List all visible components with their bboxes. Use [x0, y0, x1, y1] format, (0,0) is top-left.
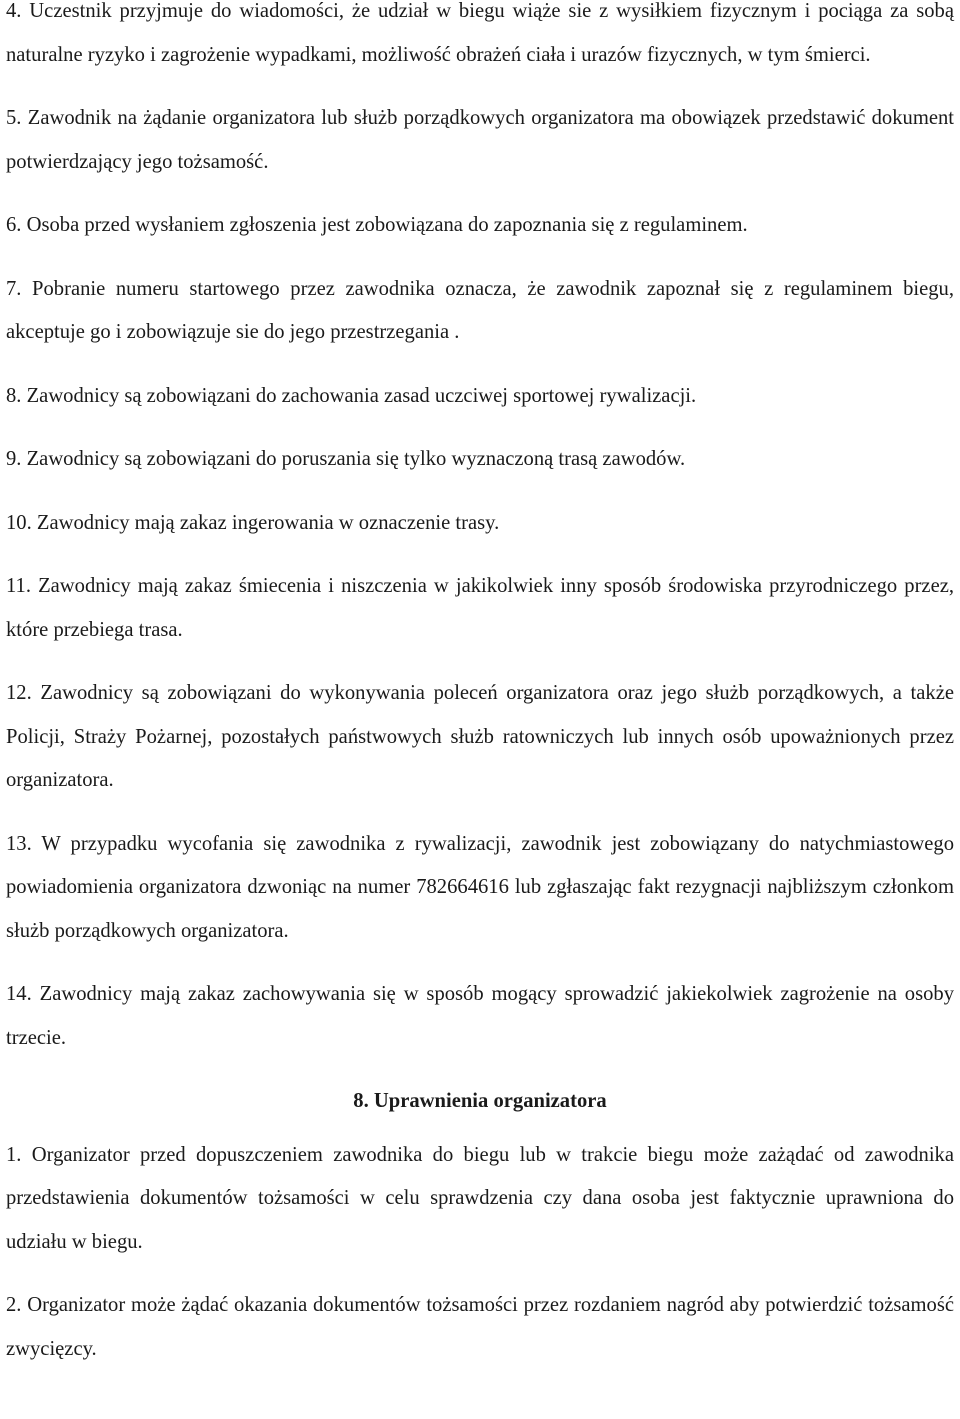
paragraph-7: 7. Pobranie numeru startowego przez zawodnika oznacza, że zawodnik zapoznał się z regulaminem biegu, akceptuje go i zobowiązuje sie do jego przestrzegania . — [6, 277, 954, 343]
paragraph-8: 8. Zawodnicy są zobowiązani do zachowania zasad uczciwej sportowej rywalizacji. — [6, 384, 697, 407]
paragraph-4: 4. Uczestnik przyjmuje do wiadomości, że udział w biegu wiąże sie z wysiłkiem fizycznym i pociąga za sobą naturalne ryzyko i zagrożenie wypadkami, możliwość obrażeń ciała i urazów fizycznych, w tym śmierci. — [6, 0, 954, 66]
paragraph-12: 12. Zawodnicy są zobowiązani do wykonywania poleceń organizatora oraz jego służb porządkowych, a także Policji, Straży Pożarnej, pozostałych państwowych służb ratowniczych lub innych osób upoważnionych przez organizatora. — [6, 682, 954, 791]
paragraph-5: 5. Zawodnik na żądanie organizatora lub służb porządkowych organizatora ma obowiązek przedstawić dokument potwierdzający jego tożsamość. — [6, 107, 954, 173]
paragraph-6: 6. Osoba przed wysłaniem zgłoszenia jest zobowiązana do zapoznania się z regulaminem. — [6, 214, 748, 236]
paragraph-14: 14. Zawodnicy mają zakaz zachowywania się w sposób mogący sprowadzić jakiekolwiek zagrożenie na osoby trzecie. — [6, 983, 954, 1049]
paragraph-11: 11. Zawodnicy mają zakaz śmiecenia i niszczenia w jakikolwiek inny sposób środowiska przyrodniczego przez, które przebiega trasa. — [6, 575, 954, 641]
paragraph-10: 10. Zawodnicy mają zakaz ingerowania w oznaczenie trasy. — [6, 511, 500, 534]
paragraph-9: 9. Zawodnicy są zobowiązani do poruszania się tylko wyznaczoną trasą zawodów. — [6, 448, 686, 470]
paragraph-13: 13. W przypadku wycofania się zawodnika z rywalizacji, zawodnik jest zobowiązany do natychmiastowego powiadomienia organizatora dzwoniąc na numer 782664616 lub zgłaszając fakt rezygnacji najbliższym członkom służb porządkowych organizatora. — [6, 832, 954, 942]
document-page — [6, 0, 954, 1391]
organizer-paragraph-2: 2. Organizator może żądać okazania dokumentów tożsamości przez rozdaniem nagród aby potwierdzić tożsamość zwycięzcy. — [6, 1294, 954, 1360]
organizer-paragraph-1: 1. Organizator przed dopuszczeniem zawodnika do biegu lub w trakcie biegu może zażądać od zawodnika przedstawienia dokumentów tożsamości w celu sprawdzenia czy dana osoba jest faktycznie uprawniona do udziału w biegu. — [6, 1143, 954, 1253]
section-heading: 8. Uprawnienia organizatora — [353, 1090, 607, 1112]
